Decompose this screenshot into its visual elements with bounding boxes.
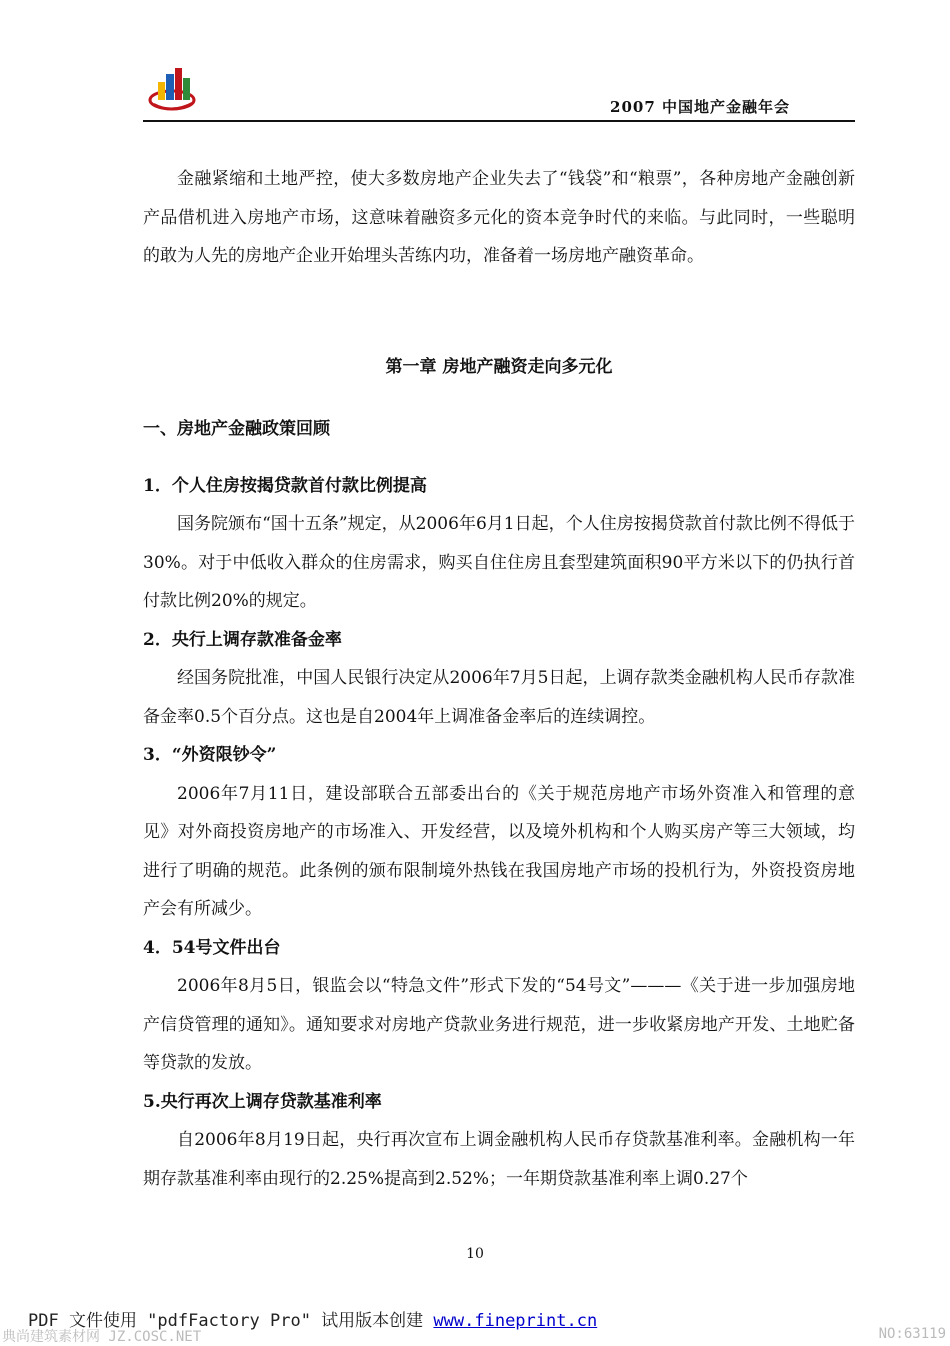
item-body-4: 2006年8月5日，银监会以“特急文件”形式下发的“54号文”———《关于进一步加强房地产信贷管理的通知》。通知要求对房地产贷款业务进行规范，进一步收紧房地产开发、土地贮备等贷款的发放。 xyxy=(143,976,855,1073)
item-heading-4: 4．54号文件出台 xyxy=(143,937,281,958)
pdf-notice-text: PDF 文件使用 "pdfFactory Pro" 试用版本创建 xyxy=(28,1311,424,1331)
section-title: 一、房地产金融政策回顾 xyxy=(143,419,330,439)
document-number: NO:63119 xyxy=(878,1326,946,1342)
fineprint-link[interactable]: www.fineprint.cn xyxy=(433,1311,598,1331)
item-heading-2: 2．央行上调存款准备金率 xyxy=(143,629,342,650)
item-body-1: 国务院颁布“国十五条”规定，从2006年6月1日起，个人住房按揭贷款首付款比例不得低于30%。对于中低收入群众的住房需求，购买自住住房且套型建筑面积90平方米以下的仍执行首付款比例20%的规定。 xyxy=(143,514,855,611)
document-body xyxy=(143,160,855,1198)
item-body-2: 经国务院批准，中国人民银行决定从2006年7月5日起，上调存款类金融机构人民币存款准备金率0.5个百分点。这也是自2004年上调准备金率后的连续调控。 xyxy=(143,668,855,727)
intro-paragraph: 金融紧缩和土地严控，使大多数房地产企业失去了“钱袋”和“粮票”，各种房地产金融创新产品借机进入房地产市场，这意味着融资多元化的资本竞争时代的来临。与此同时，一些聪明的敢为人先的房地产企业开始埋头苦练内功，准备着一场房地产融资革命。 xyxy=(143,169,855,266)
item-body-3: 2006年7月11日，建设部联合五部委出台的《关于规范房地产市场外资准入和管理的意见》对外商投资房地产的市场准入、开发经营，以及境外机构和个人购买房产等三大领域，均进行了明确的规范。此条例的颁布限制境外热钱在我国房地产市场的投机行为，外资投资房地产会有所减少。 xyxy=(143,783,855,919)
site-watermark: 典尚建筑素材网 JZ.COSC.NET xyxy=(2,1329,202,1345)
header-title: 2007 中国地产金融年会 xyxy=(610,98,790,116)
city-buildings-logo-icon xyxy=(148,66,200,114)
item-body-5: 自2006年8月19日起，央行再次宣布上调金融机构人民币存贷款基准利率。金融机构一年期存款基准利率由现行的2.25%提高到2.52%；一年期贷款基准利率上调0.27个 xyxy=(143,1130,855,1189)
header-divider xyxy=(143,120,855,122)
item-heading-1: 1．个人住房按揭贷款首付款比例提高 xyxy=(143,475,427,496)
page-number: 10 xyxy=(466,1246,484,1262)
item-heading-3: 3．“外资限钞令” xyxy=(143,745,277,765)
chapter-title: 第一章 房地产融资走向多元化 xyxy=(385,356,613,377)
footer-bar xyxy=(0,1304,950,1344)
item-heading-5: 5.央行再次上调存贷款基准利率 xyxy=(143,1091,382,1112)
